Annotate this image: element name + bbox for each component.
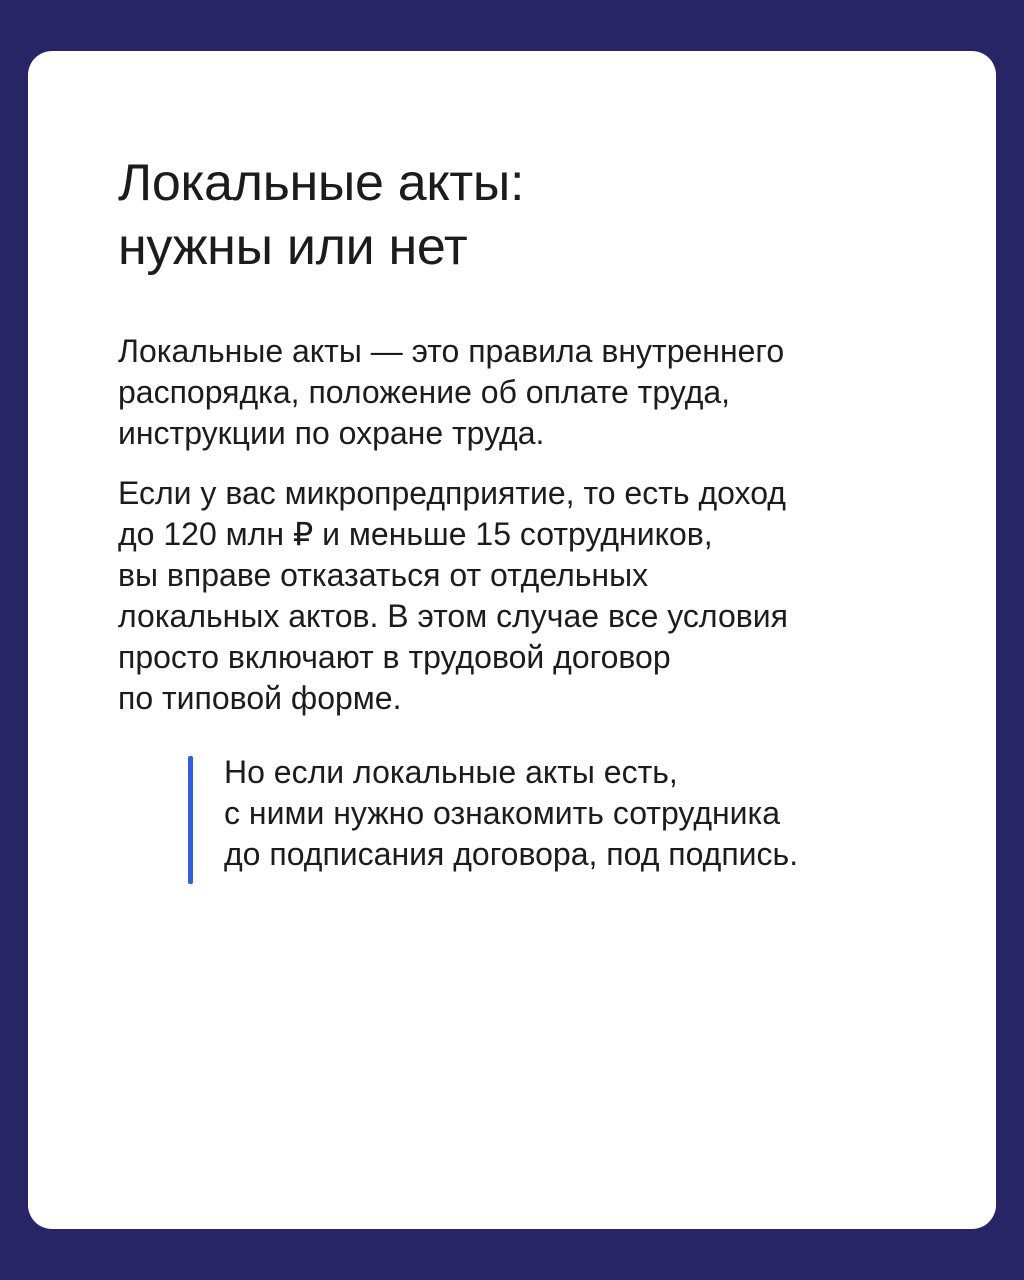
paragraph-line: просто включают в трудовой договор: [118, 639, 671, 675]
paragraph-line: распорядка, положение об оплате труда,: [118, 374, 731, 410]
page-title: [118, 151, 918, 279]
highlight-quote: [188, 752, 918, 875]
quote-text: [224, 752, 918, 875]
title-line: Локальные акты:: [118, 154, 525, 212]
quote-accent-bar: [188, 756, 193, 884]
quote-line: до подписания договора, под подпись.: [224, 836, 799, 872]
paragraph-line: Локальные акты — это правила внутреннего: [118, 333, 785, 369]
paragraph-line: инструкции по охране труда.: [118, 415, 545, 451]
paragraph-line: до 120 млн ₽ и меньше 15 сотрудников,: [118, 516, 713, 552]
micro-enterprise-paragraph: [118, 473, 918, 719]
title-line: нужны или нет: [118, 218, 468, 276]
paragraph-line: по типовой форме.: [118, 680, 402, 716]
paragraph-line: Если у вас микропредприятие, то есть доход: [118, 475, 786, 511]
definition-paragraph: [118, 331, 918, 454]
paragraph-line: локальных актов. В этом случае все условия: [118, 598, 788, 634]
content-column: [118, 151, 918, 875]
content-card: [28, 51, 996, 1229]
quote-line: Но если локальные акты есть,: [224, 754, 678, 790]
paragraph-line: вы вправе отказаться от отдельных: [118, 557, 649, 593]
quote-line: с ними нужно ознакомить сотрудника: [224, 795, 781, 831]
